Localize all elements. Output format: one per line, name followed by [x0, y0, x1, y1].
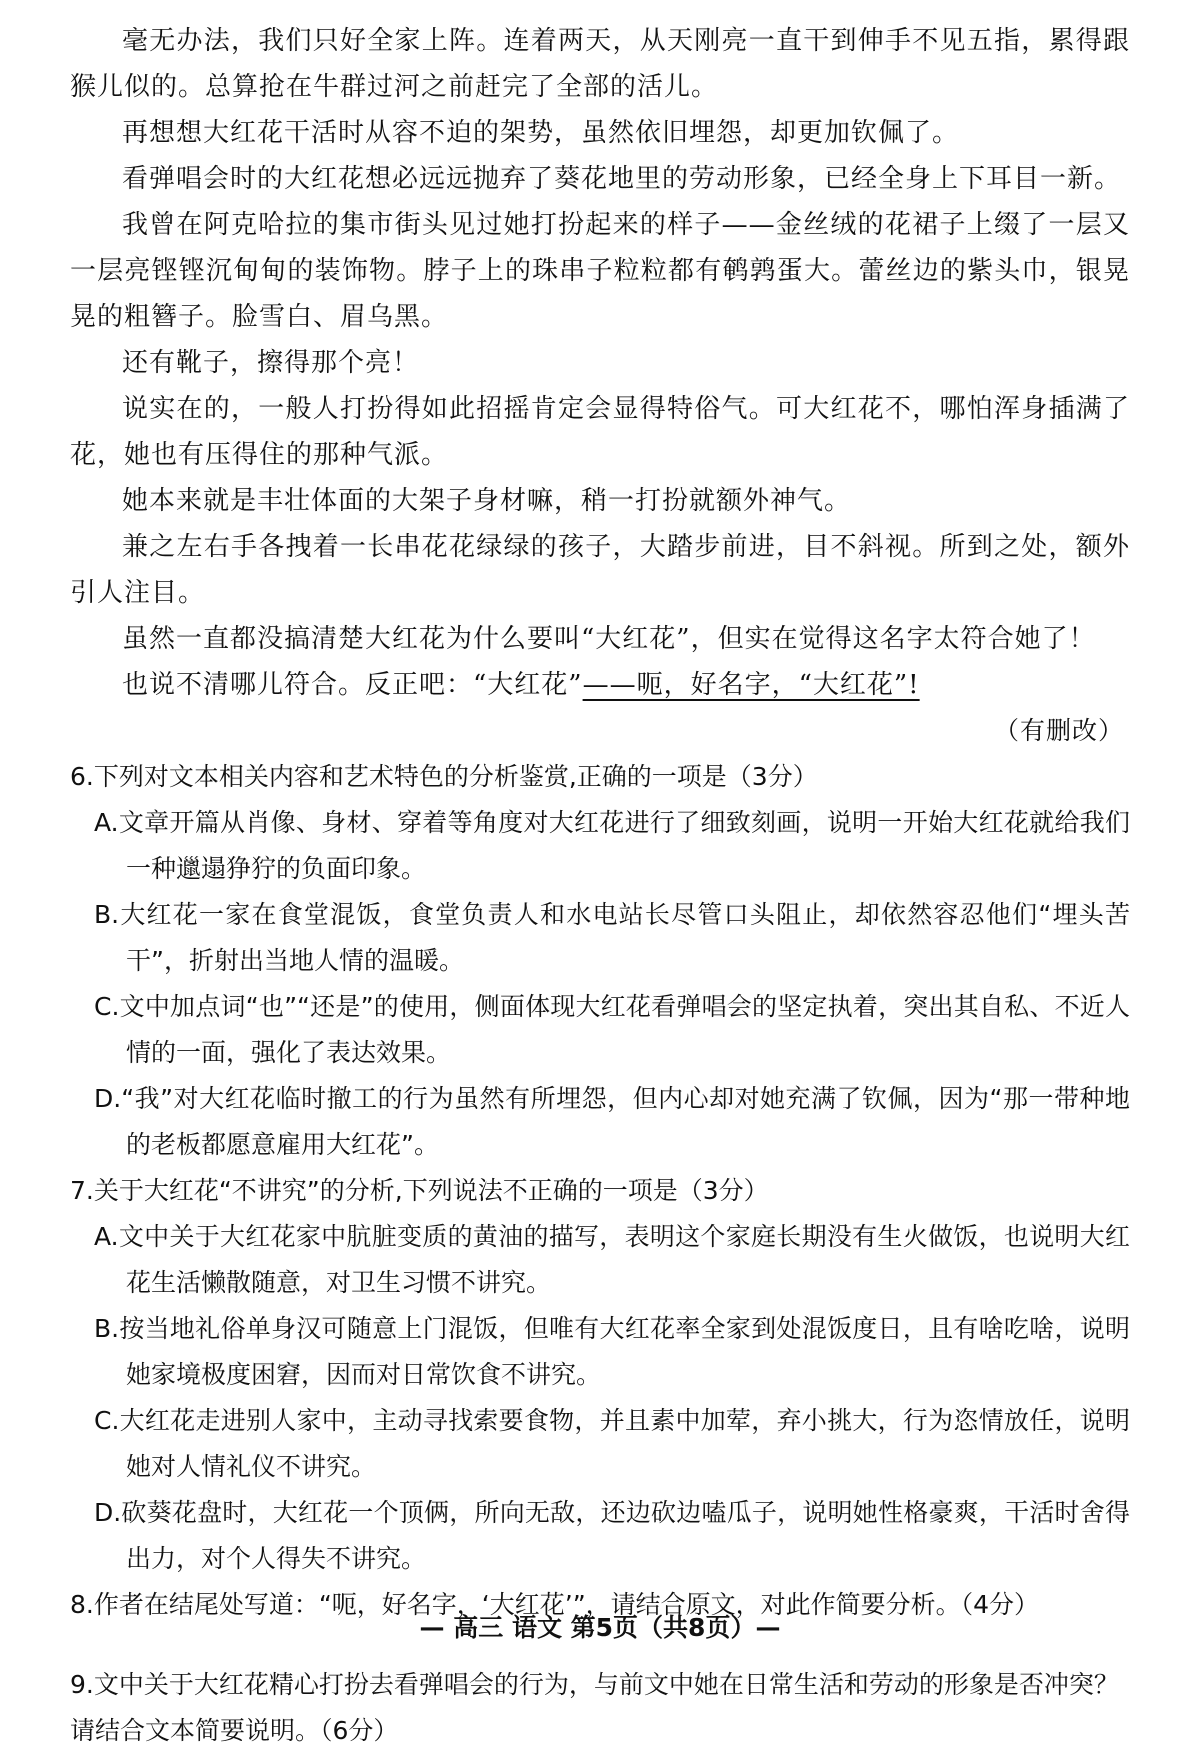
option-a: A.文章开篇从肖像、身材、穿着等角度对大红花进行了细致刻画，说明一开始大红花就给我们一种邋遢狰狞的负面印象。	[94, 808, 1130, 883]
last-line-underlined: ——呃，好名字，“大红花”!	[582, 670, 920, 700]
edited-note: （有删改）	[993, 716, 1124, 745]
option-a: A.文中关于大红花家中肮脏变质的黄油的描写，表明这个家庭长期没有生火做饭，也说明大红花生活懒散随意，对卫生习惯不讲究。	[94, 1222, 1130, 1297]
option-b: B.按当地礼俗单身汉可随意上门混饭，但唯有大红花率全家到处混饭度日，且有啥吃啥，说明她家境极度困窘，因而对日常饮食不讲究。	[94, 1314, 1130, 1389]
option-list	[70, 1214, 1130, 1582]
question-9: 9.文中关于大红花精心打扮去看弹唱会的行为，与前文中她在日常生活和劳动的形象是否冲突？请结合文本简要说明。（6分）	[70, 1670, 1119, 1745]
questions-section	[70, 754, 1130, 1754]
page-footer: — 高三 语文 第5页（共8页）—	[419, 1613, 781, 1642]
question-stem: 7.关于大红花“不讲究”的分析,下列说法不正确的一项是（3分）	[70, 1176, 769, 1205]
passage-paragraph: 毫无办法，我们只好全家上阵。连着两天，从天刚亮一直干到伸手不见五指，累得跟猴儿似的。总算抢在牛群过河之前赶完了全部的活儿。	[70, 26, 1130, 102]
passage-paragraph: 还有靴子，擦得那个亮！	[122, 348, 420, 378]
option-d: D.砍葵花盘时，大红花一个顶俩，所向无敌，还边砍边嗑瓜子，说明她性格豪爽，干活时舍得出力，对个人得失不讲究。	[94, 1498, 1130, 1573]
option-c: C.大红花走进别人家中，主动寻找索要食物，并且素中加荤，弃小挑大，行为恣情放任，说明她对人情礼仪不讲究。	[94, 1406, 1130, 1481]
passage-paragraph: 说实在的，一般人打扮得如此招摇肯定会显得特俗气。可大红花不，哪怕浑身插满了花，她也有压得住的那种气派。	[70, 394, 1130, 470]
option-d: D.“我”对大红花临时撤工的行为虽然有所埋怨，但内心却对她充满了钦佩，因为“那一带种地的老板都愿意雇用大红花”。	[94, 1084, 1130, 1159]
passage-last-paragraph	[70, 662, 1130, 708]
option-c: C.文中加点词“也”“还是”的使用，侧面体现大红花看弹唱会的坚定执着，突出其自私、不近人情的一面，强化了表达效果。	[94, 992, 1130, 1067]
passage-paragraph: 看弹唱会时的大红花想必远远抛弃了葵花地里的劳动形象，已经全身上下耳目一新。	[122, 164, 1122, 194]
question-stem: 6.下列对文本相关内容和艺术特色的分析鉴赏,正确的一项是（3分）	[70, 762, 818, 791]
question-7	[70, 1168, 1130, 1582]
passage-paragraph: 虽然一直都没搞清楚大红花为什么要叫“大红花”，但实在觉得这名字太符合她了！	[122, 624, 1096, 654]
question-8: 8.作者在结尾处写道：“呃，好名字，‘大红花’”，请结合原文，对此作简要分析。（4分）	[70, 1590, 1040, 1619]
option-list	[70, 800, 1130, 1168]
passage-paragraph: 兼之左右手各拽着一长串花花绿绿的孩子，大踏步前进，目不斜视。所到之处，额外引人注目。	[70, 532, 1130, 608]
question-6	[70, 754, 1130, 1168]
reading-passage	[70, 18, 1130, 754]
passage-paragraph: 再想想大红花干活时从容不迫的架势，虽然依旧埋怨，却更加钦佩了。	[122, 118, 960, 148]
passage-paragraph: 我曾在阿克哈拉的集市街头见过她打扮起来的样子——金丝绒的花裙子上缀了一层又一层亮铿铿沉甸甸的装饰物。脖子上的珠串子粒粒都有鹌鹑蛋大。蕾丝边的紫头巾，银晃晃的粗簪子。脸雪白、眉乌黑。	[70, 210, 1130, 332]
passage-paragraph: 她本来就是丰壮体面的大架子身材嘛，稍一打扮就额外神气。	[122, 486, 852, 516]
last-line-prefix: 也说不清哪儿符合。反正吧：“大红花”	[122, 670, 583, 700]
option-b: B.大红花一家在食堂混饭，食堂负责人和水电站长尽管口头阻止，却依然容忍他们“埋头苦干”，折射出当地人情的温暖。	[94, 900, 1130, 975]
